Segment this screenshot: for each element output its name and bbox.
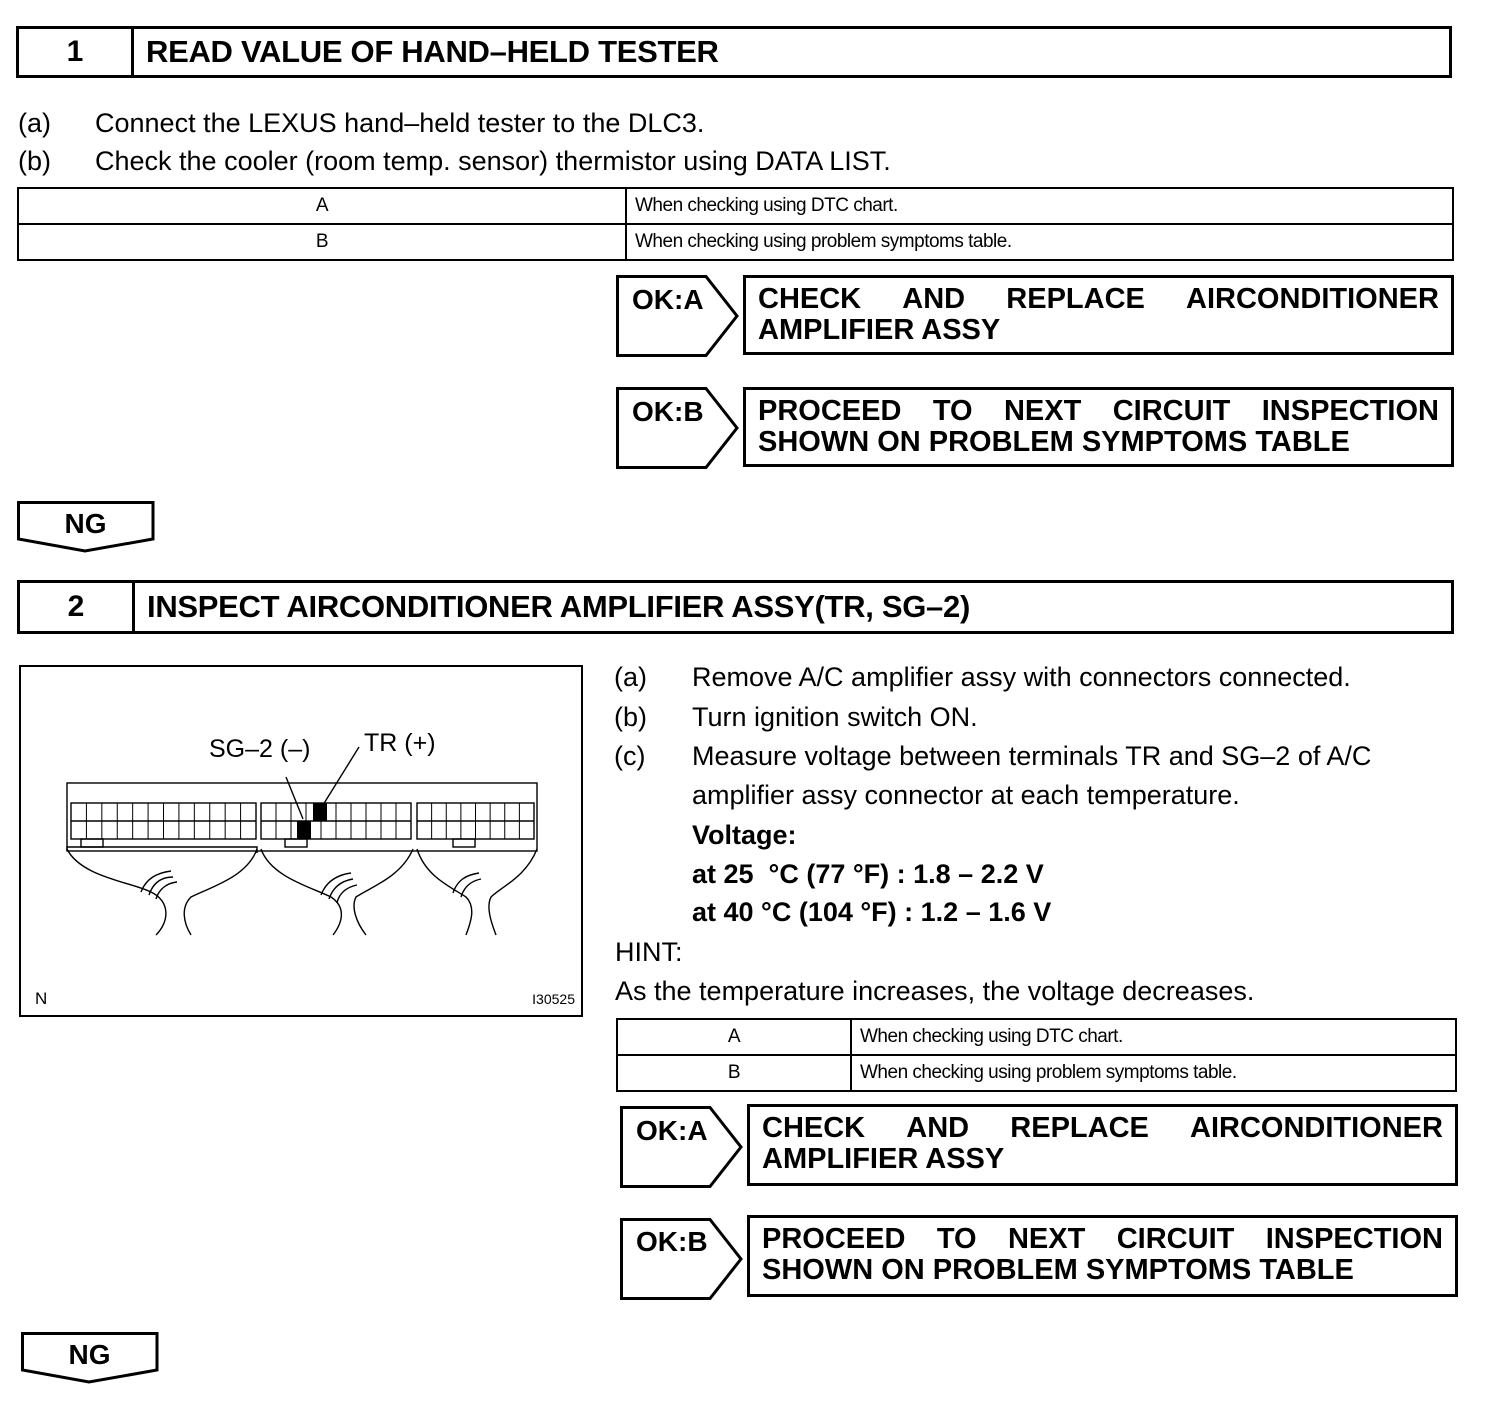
- instruction-text: Connect the LEXUS hand–held tester to the DLC3.: [95, 108, 705, 138]
- instruction-item: [18, 146, 1218, 180]
- result-word: NEXT: [1003, 395, 1082, 427]
- result-word: AND: [906, 1112, 970, 1144]
- result-line2: AMPLIFIER ASSY: [762, 1143, 1005, 1175]
- spec-line: at 25 °C (77 °F) : 1.8 – 2.2 V: [692, 859, 1044, 889]
- condition-table: [17, 187, 1454, 261]
- hint-text: As the temperature increases, the voltage decreases.: [615, 976, 1255, 1006]
- step-number: 1: [19, 29, 134, 75]
- result-box: [743, 275, 1454, 355]
- instruction-text: Remove A/C amplifier assy with connectors connected.: [692, 662, 1351, 692]
- condition-key: A: [617, 1019, 851, 1055]
- result-word: TO: [936, 1223, 977, 1255]
- result-box: [747, 1104, 1458, 1186]
- result-word: CIRCUIT: [1112, 395, 1231, 427]
- result-word: TO: [932, 395, 973, 427]
- result-label: OK:A: [632, 284, 704, 315]
- table-row: [18, 224, 1453, 260]
- result-word: PROCEED: [758, 395, 902, 427]
- result-box: [743, 387, 1454, 467]
- result-box: [747, 1215, 1458, 1297]
- result-line2: SHOWN ON PROBLEM SYMPTOMS TABLE: [762, 1254, 1354, 1286]
- result-line2: AMPLIFIER ASSY: [758, 314, 1001, 346]
- table-row: [18, 188, 1453, 224]
- step-number: 2: [20, 583, 135, 631]
- result-word: INSPECTION: [1265, 1223, 1443, 1255]
- result-word: CHECK: [762, 1112, 866, 1144]
- instruction-text: Check the cooler (room temp. sensor) thermistor using DATA LIST.: [95, 146, 891, 176]
- instruction-text: Turn ignition switch ON.: [692, 702, 978, 732]
- result-word: CIRCUIT: [1116, 1223, 1235, 1255]
- condition-value: When checking using DTC chart.: [626, 188, 1453, 224]
- connector-diagram: [21, 667, 581, 1015]
- table-row: [617, 1019, 1456, 1055]
- condition-key: B: [18, 224, 626, 260]
- ng-label: NG: [64, 508, 107, 539]
- condition-table: [616, 1018, 1457, 1092]
- instruction-item: [18, 108, 1218, 142]
- figure-id: I30525: [532, 991, 575, 1007]
- result-word: INSPECTION: [1261, 395, 1439, 427]
- label-tr: TR (+): [364, 729, 436, 757]
- result-word: REPLACE: [1010, 1112, 1149, 1144]
- label-sg2: SG–2 (–): [209, 735, 311, 763]
- instruction-text: Measure voltage between terminals TR and SG–2 of A/C: [692, 741, 1372, 771]
- hint-label: HINT:: [615, 937, 683, 967]
- step-title: READ VALUE OF HAND–HELD TESTER: [146, 34, 719, 69]
- instruction-label: (c): [614, 741, 646, 771]
- connector-figure: [19, 665, 583, 1017]
- instruction-label: (a): [18, 108, 51, 138]
- instruction-label: (b): [18, 146, 51, 176]
- result-word: PROCEED: [762, 1223, 906, 1255]
- condition-key: A: [18, 188, 626, 224]
- table-row: [617, 1055, 1456, 1091]
- result-word: NEXT: [1007, 1223, 1086, 1255]
- condition-value: When checking using problem symptoms table.: [626, 224, 1453, 260]
- condition-value: When checking using DTC chart.: [851, 1019, 1456, 1055]
- result-word: CHECK: [758, 283, 862, 315]
- spec-heading: Voltage:: [692, 820, 797, 850]
- instruction-item: [614, 780, 1484, 814]
- instruction-item: [614, 741, 1484, 775]
- instruction-text: amplifier assy connector at each temperature.: [692, 780, 1240, 810]
- instruction-label: (a): [614, 662, 647, 692]
- ng-label: NG: [68, 1339, 111, 1370]
- condition-value: When checking using problem symptoms table.: [851, 1055, 1456, 1091]
- result-word: AIRCONDITIONER: [1186, 283, 1439, 315]
- instruction-label: (b): [614, 702, 647, 732]
- condition-key: B: [617, 1055, 851, 1091]
- instruction-item: [614, 662, 1484, 696]
- figure-corner-left: N: [35, 989, 48, 1008]
- result-label: OK:B: [632, 396, 704, 427]
- result-word: AND: [902, 283, 966, 315]
- result-label: OK:B: [636, 1226, 708, 1257]
- step-title: INSPECT AIRCONDITIONER AMPLIFIER ASSY(TR, SG–2): [147, 589, 970, 624]
- step-1-header: [16, 26, 1452, 78]
- instruction-item: [614, 702, 1484, 736]
- result-word: AIRCONDITIONER: [1190, 1112, 1443, 1144]
- result-line2: SHOWN ON PROBLEM SYMPTOMS TABLE: [758, 426, 1350, 458]
- result-label: OK:A: [636, 1115, 708, 1146]
- step-2-header: [17, 580, 1454, 634]
- spec-line: at 40 °C (104 °F) : 1.2 – 1.6 V: [692, 897, 1052, 927]
- result-word: REPLACE: [1006, 283, 1145, 315]
